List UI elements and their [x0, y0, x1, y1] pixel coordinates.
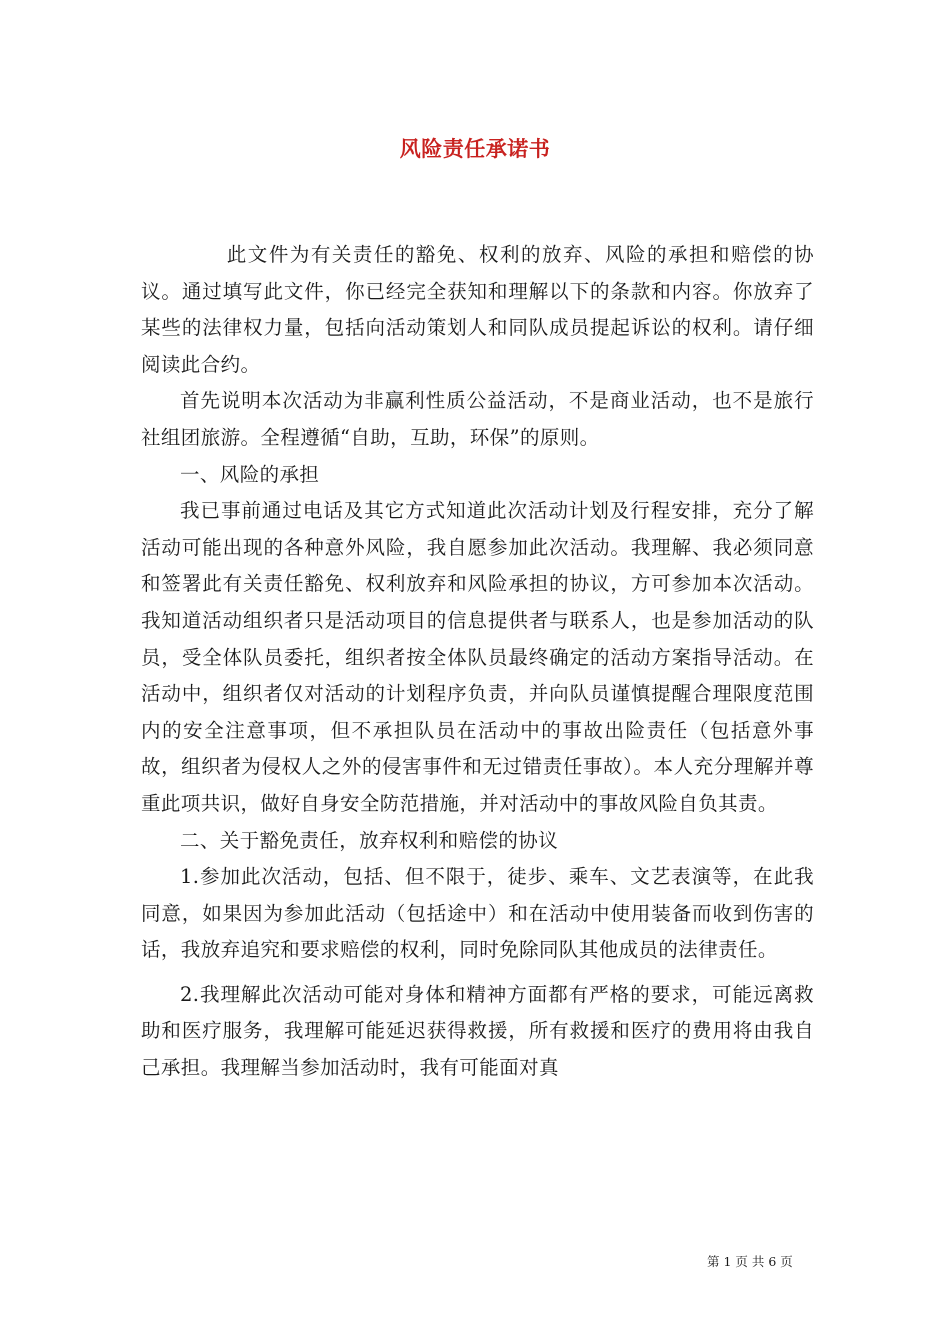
page-number-footer: 第 1 页 共 6 页 — [707, 1254, 793, 1269]
document-title: 风险责任承诺书 — [399, 136, 551, 161]
paragraph-intro: 此文件为有关责任的豁免、权利的放弃、风险的承担和赔偿的协议。通过填写此文件，你已经完全获知和理解以下的条款和内容。你放弃了某些的法律权力量，包括向活动策划人和同队成员提起诉讼的权利。请仔细阅读此合约。 — [141, 243, 814, 376]
paragraph-nature: 首先说明本次活动为非赢利性质公益活动，不是商业活动，也不是旅行社组团旅游。全程遵循“自助，互助，环保”的原则。 — [141, 389, 814, 449]
paragraph-clause-1: 1.参加此次活动，包括、但不限于，徒步、乘车、文艺表演等，在此我同意，如果因为参加此活动（包括途中）和在活动中使用装备而收到伤害的话，我放弃追究和要求赔偿的权利，同时免除同队其他成员的法律责任。 — [141, 865, 814, 962]
paragraph-clause-2: 2.我理解此次活动可能对身体和精神方面都有严格的要求，可能远离救助和医疗服务，我理解可能延迟获得救援，所有救援和医疗的费用将由我自己承担。我理解当参加活动时，我有可能面对真 — [141, 982, 814, 1080]
document-body — [141, 237, 814, 1087]
section-heading-risk: 一、风险的承担 — [180, 462, 320, 486]
section-heading-waiver: 二、关于豁免责任，放弃权利和赔偿的协议 — [180, 828, 559, 852]
paragraph-risk: 我已事前通过电话及其它方式知道此次活动计划及行程安排，充分了解活动可能出现的各种意外风险，我自愿参加此次活动。我理解、我必须同意和签署此有关责任豁免、权利放弃和风险承担的协议，方可参加本次活动。我知道活动组织者只是活动项目的信息提供者与联系人，也是参加活动的队员，受全体队员委托，组织者按全体队员最终确定的活动方案指导活动。在活动中，组织者仅对活动的计划程序负责，并向队员谨慎提醒合理限度范围内的安全注意事项，但不承担队员在活动中的事故出险责任（包括意外事故，组织者为侵权人之外的侵害事件和无过错责任事故）。本人充分理解并尊重此项共识，做好自身安全防范措施，并对活动中的事故风险自负其责。 — [141, 499, 814, 815]
